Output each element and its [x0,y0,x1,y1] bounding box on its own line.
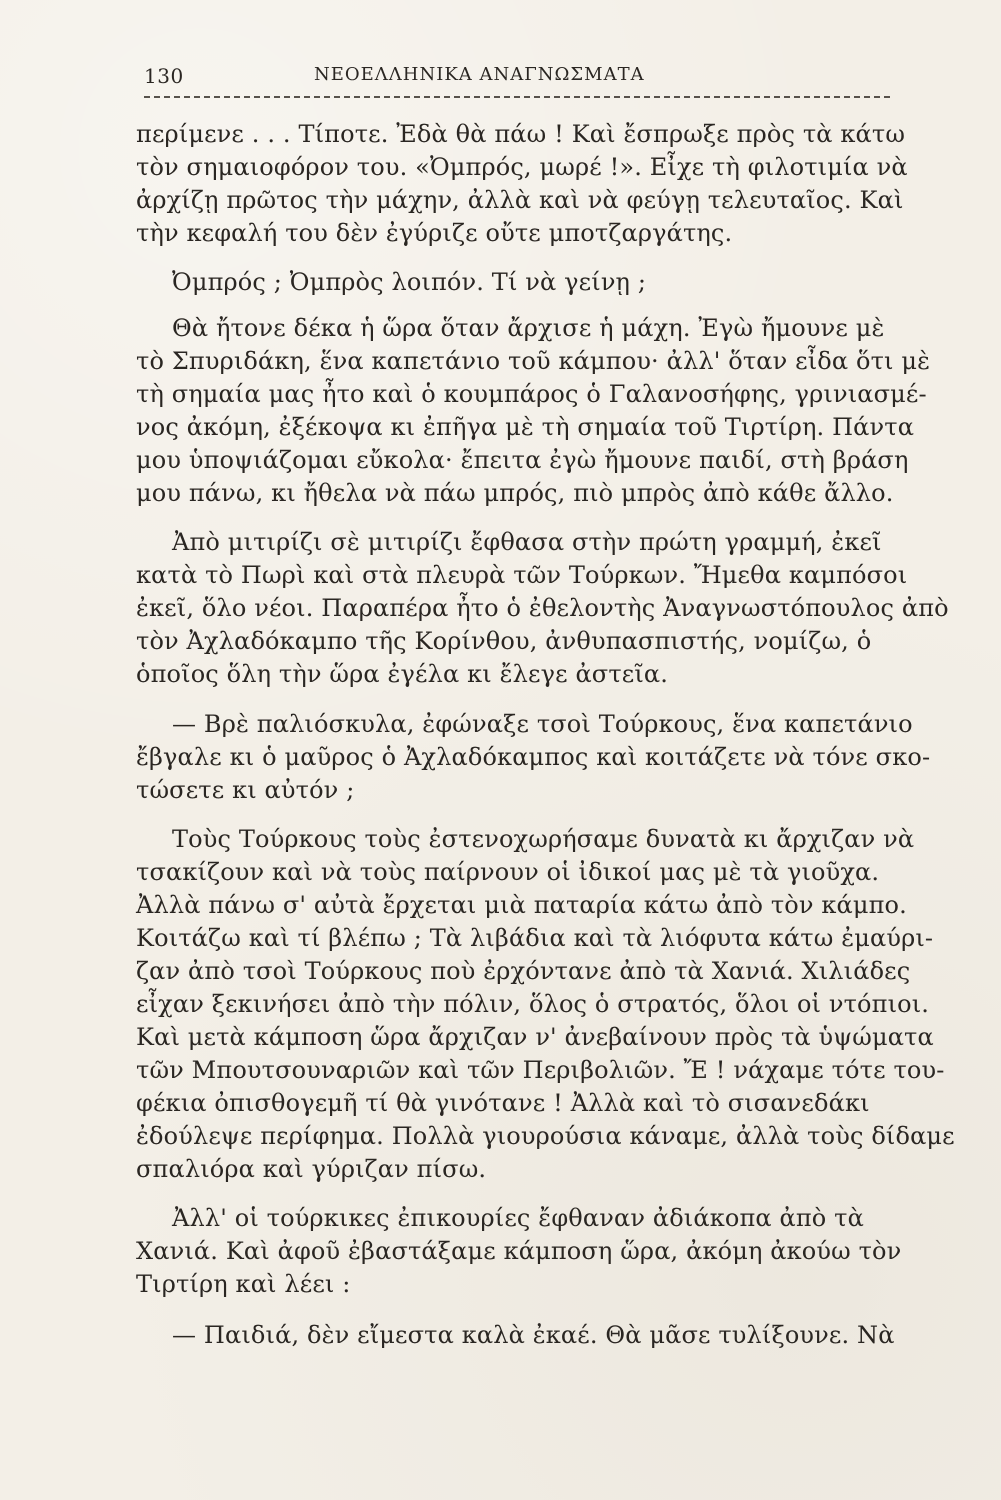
text-line: Χανιά. Καὶ ἀφοῦ ἐβαστάξαμε κάμποση ὥρα, ἀκόμη ἀκούω τὸν [136,1237,902,1265]
text-line: Ἀλλ' οἱ τούρκικες ἐπικουρίες ἔφθαναν ἀδιάκοπα ἀπὸ τὰ [172,1204,864,1232]
text-line: ἀρχίζῃ πρῶτος τὴν μάχην, ἀλλὰ καὶ νὰ φεύγῃ τελευταῖος. Καὶ [136,186,904,214]
text-line: Κοιτάζω καὶ τί βλέπω ; Τὰ λιβάδια καὶ τὰ λιόφυτα κάτω ἐμαύρι- [136,924,934,952]
text-line: Τοὺς Τούρκους τοὺς ἐστενοχωρήσαμε δυνατὰ κι ἄρχιζαν νὰ [172,825,915,853]
text-line: εἶχαν ξεκινήσει ἀπὸ τὴν πόλιν, ὅλος ὁ στρατός, ὅλοι οἱ ντόπιοι. [136,990,930,1018]
text-line: περίμενε . . . Τίποτε. Ἐδὰ θὰ πάω ! Καὶ ἔσπρωξε πρὸς τὰ κάτω [136,120,906,148]
text-line: Ἀπὸ μιτιρίζι σὲ μιτιρίζι ἔφθασα στὴν πρώτη γραμμή, ἐκεῖ [172,528,882,556]
page-header [144,58,890,92]
text-line: τὴ σημαία μας ἦτο καὶ ὁ κουμπάρος ὁ Γαλανοσήφης, γρινιασμέ- [136,380,927,408]
text-line: τὸν σημαιοφόρον του. «Ὀμπρός, μωρέ !». Εἶχε τὴ φιλοτιμία νὰ [136,153,908,181]
text-line: Καὶ μετὰ κάμποση ὥρα ἄρχιζαν ν' ἀνεβαίνουν πρὸς τὰ ὑψώματα [136,1023,934,1051]
text-line: ζαν ἀπὸ τσοὶ Τούρκους ποὺ ἐρχόντανε ἀπὸ τὰ Χανιά. Χιλιάδες [136,957,911,985]
text-line: Ὀμπρός ; Ὀμπρὸς λοιπόν. Τί νὰ γείνῃ ; [172,268,647,296]
text-line: — Βρὲ παλιόσκυλα, ἐφώναξε τσοὶ Τούρκους, ἕνα καπετάνιο [172,710,913,738]
page-number: 130 [144,64,184,88]
text-line: ἐκεῖ, ὅλο νέοι. Παραπέρα ἦτο ὁ ἐθελοντὴς Ἀναγνωστόπουλος ἀπὸ [136,594,949,622]
text-line: τσακίζουν καὶ νὰ τοὺς παίρνουν οἱ ἰδικοί μας μὲ τὰ γιοῦχα. [136,858,880,886]
running-title: ΝΕΟΕΛΛΗΝΙΚΑ ΑΝΑΓΝΩΣΜΑΤΑ [314,64,645,85]
text-line: — Παιδιά, δὲν εἴμεστα καλὰ ἐκαέ. Θὰ μᾶσε τυλίξουνε. Νὰ [172,1321,895,1349]
text-line: Θὰ ἤτονε δέκα ἡ ὥρα ὅταν ἄρχισε ἡ μάχη. Ἐγὼ ἤμουνε μὲ [172,314,885,342]
text-line: μου ὑποψιάζομαι εὔκολα· ἔπειτα ἐγὼ ἤμουνε παιδί, στὴ βράση [136,446,909,474]
text-line: τὸ Σπυριδάκη, ἕνα καπετάνιο τοῦ κάμπου· ἀλλ' ὅταν εἶδα ὅτι μὲ [136,347,931,375]
text-line: Τιρτίρη καὶ λέει : [136,1270,351,1298]
text-line: φέκια ὀπισθογεμῆ τί θὰ γινότανε ! Ἀλλὰ καὶ τὸ σισανεδάκι [136,1089,870,1117]
text-line: ἐδούλεψε περίφημα. Πολλὰ γιουρούσια κάναμε, ἀλλὰ τοὺς δίδαμε [136,1122,955,1150]
text-line: μου πάνω, κι ἤθελα νὰ πάω μπρός, πιὸ μπρὸς ἀπὸ κάθε ἄλλο. [136,479,894,507]
text-line: νος ἀκόμη, ἐξέκοψα κι ἐπῆγα μὲ τὴ σημαία τοῦ Τιρτίρη. Πάντα [136,413,915,441]
text-line: κατὰ τὸ Πωρὶ καὶ στὰ πλευρὰ τῶν Τούρκων. Ἤμεθα καμπόσοι [136,561,908,589]
text-line: τώσετε κι αὐτόν ; [136,776,355,804]
text-line: τὴν κεφαλή του δὲν ἐγύριζε οὔτε μποτζαργάτης. [136,219,733,247]
text-line: σπαλιόρα καὶ γύριζαν πίσω. [136,1155,487,1183]
text-line: τῶν Μπουτσουναριῶν καὶ τῶν Περιβολιῶν. Ἔ ! νάχαμε τότε του- [136,1056,945,1084]
text-line: τὸν Ἀχλαδόκαμπο τῆς Κορίνθου, ἀνθυπασπιστής, νομίζω, ὁ [136,627,872,655]
header-divider [144,96,890,98]
text-line: Ἀλλὰ πάνω σ' αὐτὰ ἔρχεται μιὰ παταρία κάτω ἀπὸ τὸν κάμπο. [136,891,907,919]
text-line: ὁποῖος ὅλη τὴν ὥρα ἐγέλα κι ἔλεγε ἀστεῖα. [136,660,669,688]
text-line: ἔβγαλε κι ὁ μαῦρος ὁ Ἀχλαδόκαμπος καὶ κοιτάζετε νὰ τόνε σκο- [136,743,931,771]
